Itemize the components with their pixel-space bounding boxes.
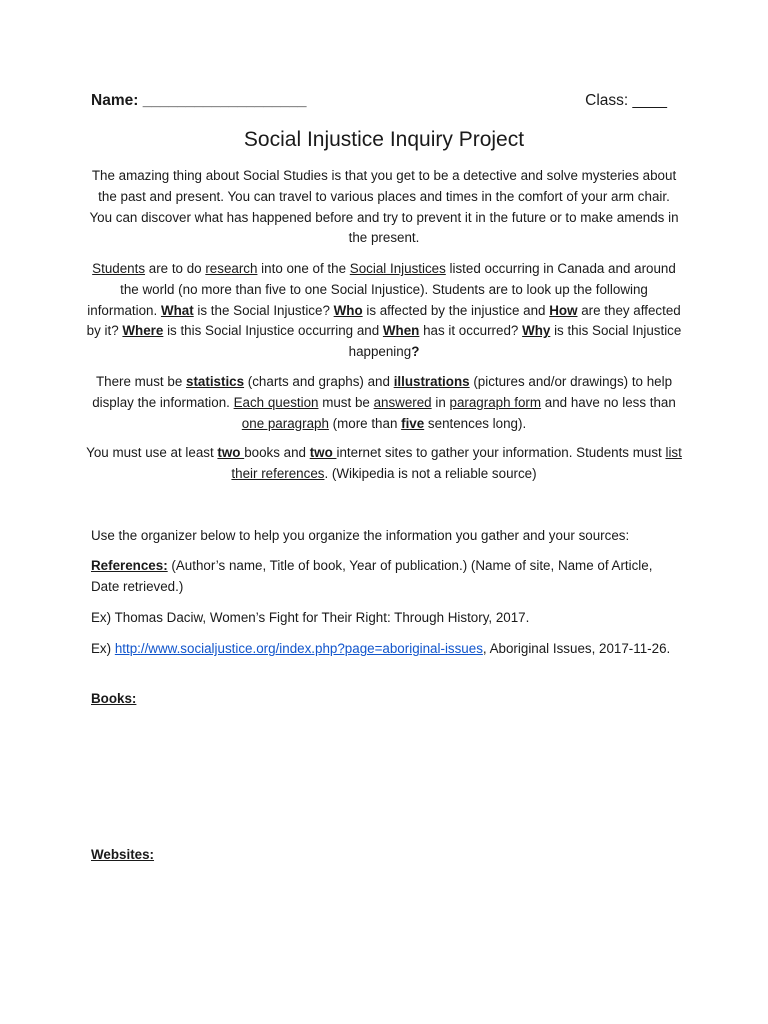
header-row — [91, 92, 667, 118]
references-label: References: — [91, 558, 168, 573]
keyword-who: Who — [333, 302, 363, 318]
keyword-two-books: two — [217, 445, 245, 460]
keyword-when: When — [382, 323, 420, 339]
example-book-reference: Ex) Thomas Daciw, Women’s Fight for Their Right: Through History, 2017. — [91, 610, 530, 625]
keyword-list-references: list their references — [231, 445, 682, 481]
references-format: (Author’s name, Title of book, Year of publication.) (Name of site, Name of Article, Date retrieved.) — [91, 558, 653, 594]
websites-heading-label: Websites: — [91, 847, 155, 862]
keyword-students: Students — [92, 261, 146, 276]
src-text: You must use at least — [86, 445, 218, 460]
task-text: is this Social Injustice happening — [348, 323, 682, 360]
keyword-social-injustices: Social Injustices — [349, 261, 446, 276]
example-suffix: , Aboriginal Issues, 2017-11-26. — [482, 641, 671, 656]
books-heading — [91, 689, 681, 710]
intro-paragraph: The amazing thing about Social Studies is that you get to be a detective and solve mysteries about the past and present. You can travel to various places and times in the comfort of your arm chair. You can discover what has happened before and try to prevent it in the future or to make amends in the present. — [89, 168, 679, 246]
websites-heading — [91, 845, 681, 866]
page-title: Social Injustice Inquiry Project — [243, 128, 525, 151]
name-label: Name: — [91, 92, 139, 109]
keyword-five: five — [401, 415, 425, 431]
task-question-mark: ? — [411, 344, 420, 360]
task-text: is the Social Injustice? — [193, 302, 334, 318]
req-text: sentences long). — [424, 415, 527, 431]
keyword-answered: answered — [373, 394, 432, 410]
books-heading-label: Books: — [91, 691, 137, 706]
task-text: listed occurring in Canada and around the world (no more than five to one Social Injustice). Students are to look up the following information. — [87, 261, 676, 318]
req-text: and have no less than — [541, 394, 676, 410]
keyword-one-paragraph: one paragraph — [241, 415, 329, 431]
sources-paragraph — [86, 443, 682, 485]
task-paragraph — [86, 259, 682, 363]
req-text: (pictures and/or drawings) to help display the information. — [92, 374, 673, 410]
src-text: internet sites to gather your information. Students must — [336, 445, 666, 460]
task-text: into one of the — [257, 261, 350, 276]
keyword-what: What — [160, 302, 194, 318]
example-link[interactable]: http://www.socialjustice.org/index.php?page=aboriginal-issues — [114, 641, 483, 656]
keyword-where: Where — [122, 323, 164, 339]
req-text: (charts and graphs) and — [244, 374, 394, 389]
example-prefix: Ex) — [91, 641, 115, 656]
task-text: is affected by the injustice and — [362, 302, 550, 318]
example-website-reference — [91, 639, 681, 660]
books-answer-area — [91, 714, 681, 834]
websites-answer-area — [91, 870, 681, 1000]
keyword-why: Why — [522, 323, 551, 339]
keyword-each-question: Each question — [233, 394, 319, 410]
task-text: are they affected by it? — [86, 302, 681, 339]
class-blank: ____ — [632, 92, 667, 109]
name-blank: ___________________ — [142, 92, 307, 109]
requirements-paragraph — [86, 372, 682, 434]
src-text: books and — [244, 445, 310, 460]
keyword-research: research — [205, 261, 258, 276]
src-text: . (Wikipedia is not a reliable source) — [324, 465, 537, 481]
organizer-instructions: Use the organizer below to help you organize the information you gather and your sources: — [91, 528, 630, 543]
req-text: (more than — [328, 415, 402, 431]
keyword-statistics: statistics — [186, 374, 245, 389]
class-field — [585, 92, 667, 110]
class-label: Class: — [585, 92, 629, 109]
task-text: has it occurred? — [419, 323, 523, 339]
keyword-paragraph-form: paragraph form — [449, 394, 542, 410]
name-field — [91, 92, 307, 110]
keyword-two-sites: two — [309, 445, 337, 460]
req-text: in — [431, 394, 450, 410]
keyword-how: How — [549, 302, 578, 318]
keyword-illustrations: illustrations — [393, 374, 470, 389]
references-instructions — [91, 556, 681, 598]
req-text: There must be — [95, 374, 186, 389]
task-text: is this Social Injustice occurring and — [163, 323, 383, 339]
req-text: must be — [318, 394, 374, 410]
task-text: are to do — [145, 261, 206, 276]
